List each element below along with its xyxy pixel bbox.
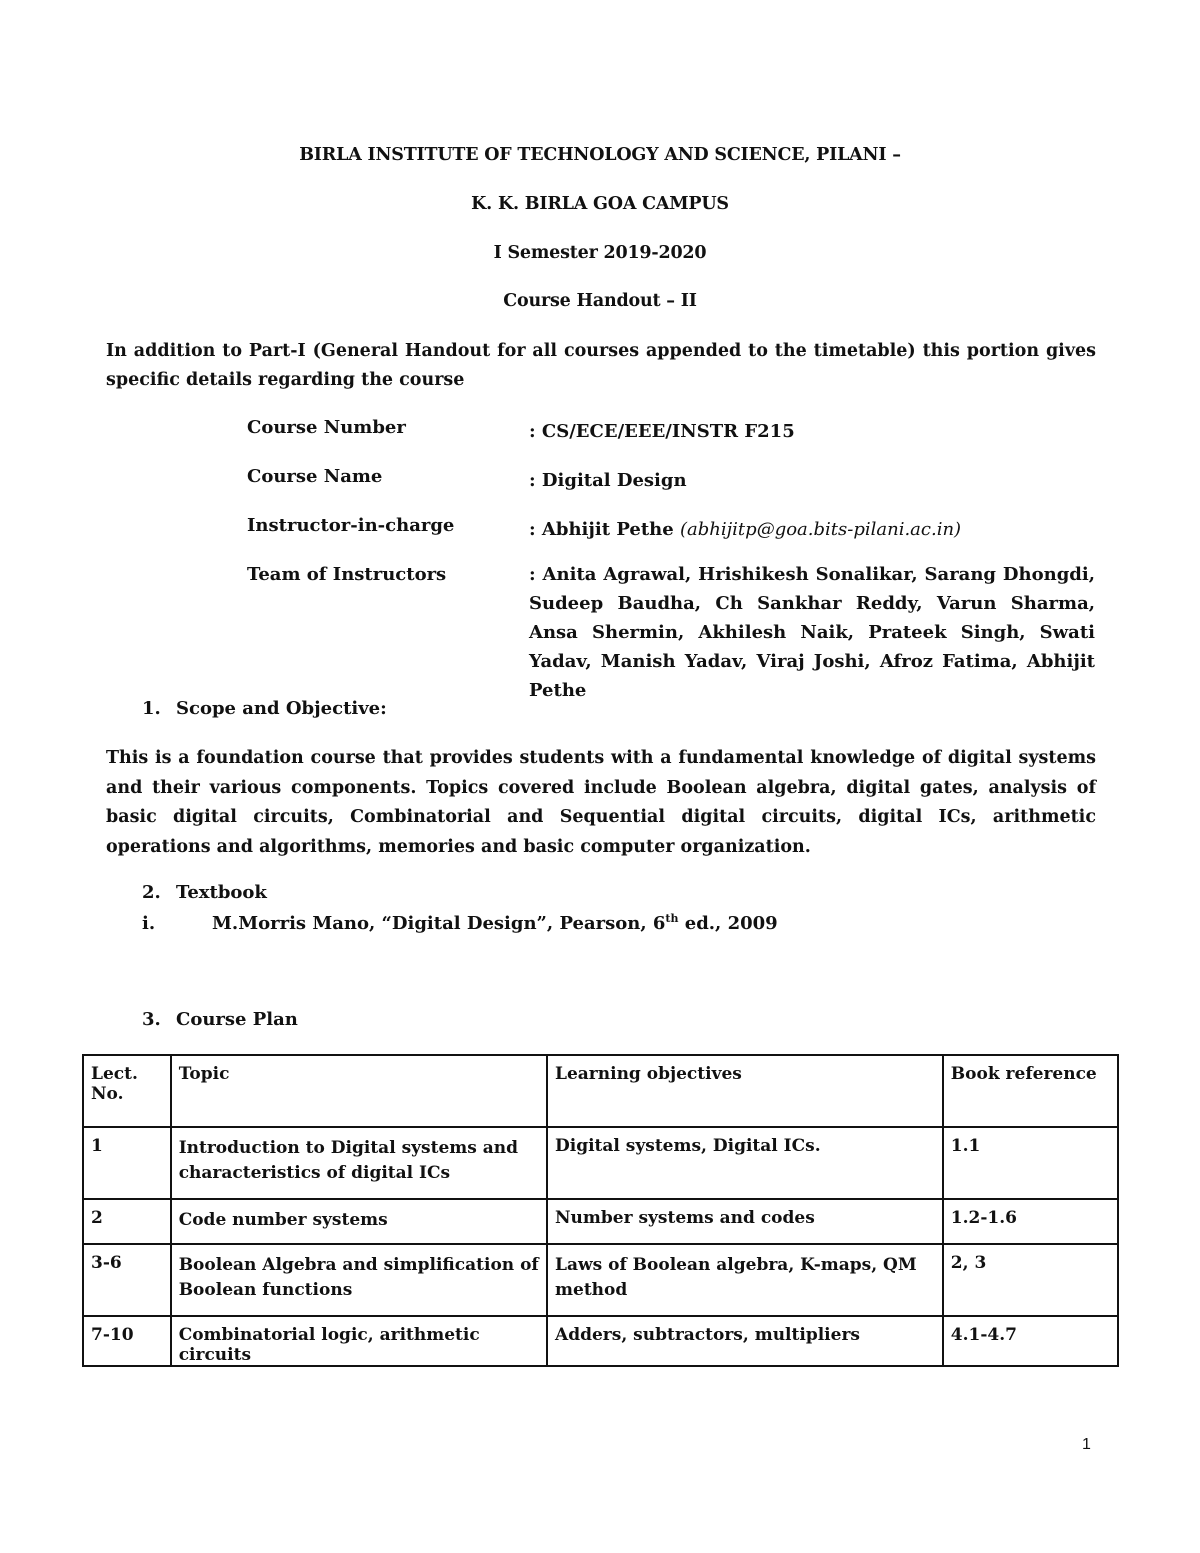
course-plan-table [82, 1054, 1119, 1367]
table-row [83, 1199, 1118, 1244]
course-number-label: Course Number [247, 417, 406, 438]
scope-number: 1. [142, 698, 161, 719]
course-name-value: : Digital Design [529, 470, 687, 491]
page-number: 1 [1082, 1436, 1091, 1453]
cell-lect: 3-6 [83, 1244, 171, 1316]
textbook-title: Textbook [176, 882, 267, 903]
cell-objectives: Laws of Boolean algebra, K-maps, QM method [547, 1244, 943, 1316]
instructor-email: (abhijitp@goa.bits-pilani.ac.in) [679, 519, 962, 540]
cell-lect: 7-10 [83, 1316, 171, 1366]
course-name-label: Course Name [247, 466, 383, 487]
cell-objectives: Number systems and codes [547, 1199, 943, 1244]
cell-reference: 1.2-1.6 [943, 1199, 1118, 1244]
course-number-value: : CS/ECE/EEE/INSTR F215 [529, 421, 795, 442]
team-label: Team of Instructors [247, 564, 447, 585]
handout-title: Course Handout – II [503, 291, 697, 311]
header-objectives: Learning objectives [547, 1055, 943, 1127]
team-value: : Anita Agrawal, Hrishikesh Sonalikar, Sarang Dhongdi, Sudeep Baudha, Ch Sankhar Reddy, Varun Sharma, Ansa Shermin, Akhilesh Naik, Prateek Singh, Swati Yadav, Manish Yadav, Viraj Joshi, Afroz Fatima, Abhijit Pethe [529, 564, 1095, 701]
instructor-value [529, 515, 1095, 544]
header-lect: Lect. No. [83, 1055, 171, 1127]
textbook-entry-text: M.Morris Mano, “Digital Design”, Pearson, 6 [212, 913, 666, 934]
campus-title: K. K. BIRLA GOA CAMPUS [471, 194, 729, 214]
textbook-entry-sup: th [665, 912, 679, 925]
cell-objectives: Adders, subtractors, multipliers [547, 1316, 943, 1366]
header-topic: Topic [171, 1055, 547, 1127]
cell-lect: 1 [83, 1127, 171, 1199]
plan-number: 3. [142, 1009, 161, 1030]
instructor-name: : Abhijit Pethe [529, 519, 674, 540]
table-row [83, 1127, 1118, 1199]
cell-objectives: Digital systems, Digital ICs. [547, 1127, 943, 1199]
intro-paragraph: In addition to Part-I (General Handout for all courses appended to the timetable) this portion gives specific details regarding the course [106, 341, 1096, 390]
institute-title: BIRLA INSTITUTE OF TECHNOLOGY AND SCIENCE, PILANI – [299, 145, 901, 165]
scope-title: Scope and Objective: [176, 698, 387, 719]
cell-reference: 4.1-4.7 [943, 1316, 1118, 1366]
scope-paragraph: This is a foundation course that provides students with a fundamental knowledge of digital systems and their various components. Topics covered include Boolean algebra, digital gates, analysis of basic digital circuits, Combinatorial and Sequential digital circuits, digital ICs, arithmetic operations and algorithms, memories and basic computer organization. [106, 748, 1096, 857]
cell-reference: 1.1 [943, 1127, 1118, 1199]
cell-lect: 2 [83, 1199, 171, 1244]
cell-reference: 2, 3 [943, 1244, 1118, 1316]
plan-heading [142, 1009, 298, 1030]
textbook-entry [142, 912, 778, 934]
textbook-roman: i. [142, 913, 156, 934]
textbook-heading [142, 882, 267, 903]
textbook-entry-tail: ed., 2009 [678, 913, 778, 934]
semester-title: I Semester 2019-2020 [493, 243, 707, 263]
plan-title: Course Plan [176, 1009, 298, 1030]
instructor-label: Instructor-in-charge [247, 515, 455, 536]
textbook-number: 2. [142, 882, 161, 903]
table-header-row [83, 1055, 1118, 1127]
scope-heading [142, 698, 387, 719]
cell-topic: Code number systems [171, 1199, 547, 1244]
cell-topic: Combinatorial logic, arithmetic circuits [171, 1316, 547, 1366]
table-row [83, 1316, 1118, 1366]
table-row [83, 1244, 1118, 1316]
header-reference: Book reference [943, 1055, 1118, 1127]
cell-topic: Boolean Algebra and simplification of Boolean functions [171, 1244, 547, 1316]
cell-topic: Introduction to Digital systems and characteristics of digital ICs [171, 1127, 547, 1199]
